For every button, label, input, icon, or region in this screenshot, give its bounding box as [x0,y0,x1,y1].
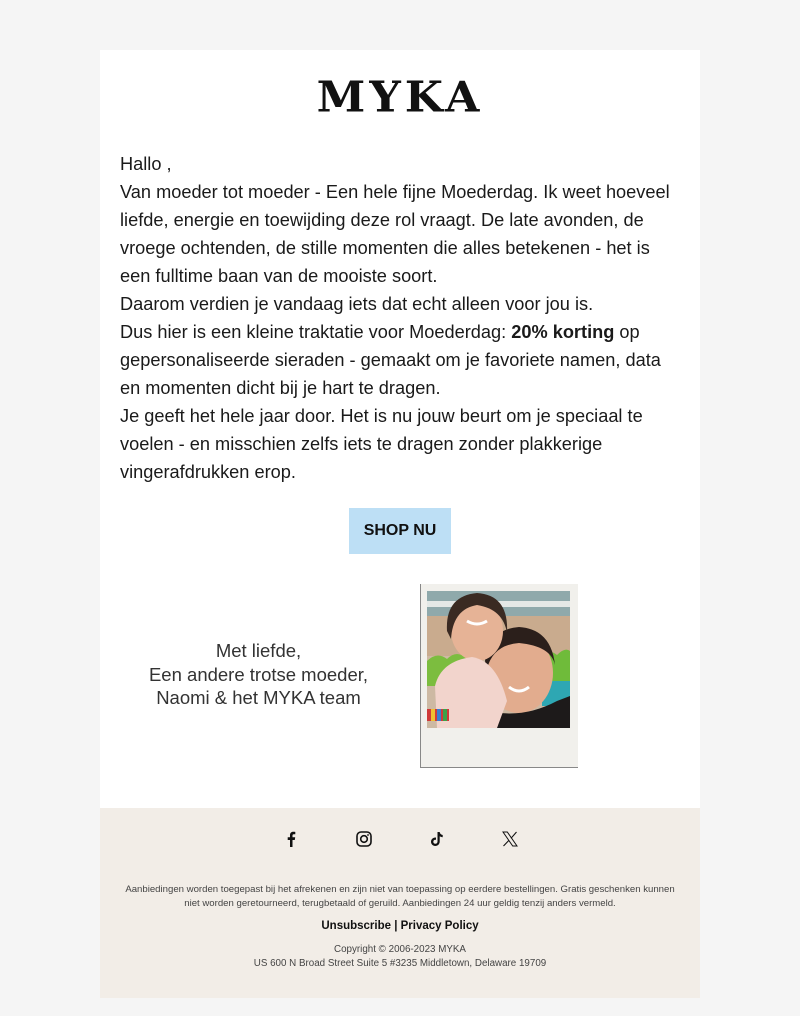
paragraph-offer [120,318,680,402]
offer-disclaimer: Aanbiedingen worden toegepast bij het afrekenen en zijn niet van toepassing op eerdere bestellingen. Gratis geschenken kunnen niet worden geretourneerd, terugbetaald of geruild. Aanbiedingen 24 uur geldig tenzij anders vermeld. [125,884,675,909]
instagram-icon[interactable] [355,830,373,848]
cta-container [100,508,700,554]
polaroid-frame [420,584,578,768]
email-body [100,150,700,486]
paragraph-intro: Van moeder tot moeder - Een hele fijne Moederdag. Ik weet hoeveel liefde, energie en toewijding deze rol vraagt. De late avonden, de vroege ochtenden, de stille momenten die alles betekenen - het is een fulltime baan van de mooiste soort. [120,182,670,286]
myka-logo[interactable]: MYKA [316,73,484,122]
x-icon[interactable] [501,830,519,848]
email-card [100,50,700,998]
unsubscribe-link[interactable]: Unsubscribe [321,920,392,932]
privacy-policy-link[interactable]: Privacy Policy [400,920,479,932]
footer-links [100,920,700,932]
social-links [100,830,700,848]
mother-daughter-photo [427,591,570,728]
link-separator: | [391,920,401,932]
signoff-line-3: Naomi & het MYKA team [156,687,361,708]
address: US 600 N Broad Street Suite 5 #3235 Middletown, Delaware 19709 [253,958,547,969]
footer [100,808,700,998]
company-info [100,943,700,971]
copyright: Copyright © 2006-2023 MYKA [334,944,466,955]
greeting: Hallo , [120,154,172,174]
offer-text-before: Dus hier is een kleine traktatie voor Moederdag: [120,322,512,342]
paragraph-deserve: Daarom verdien je vandaag iets dat echt alleen voor jou is. [120,294,594,314]
signoff-line-2: Een andere trotse moeder, [148,663,369,685]
tiktok-icon[interactable] [428,830,446,848]
signoff-line-1: Met liefde, [215,640,302,661]
shop-now-button[interactable]: SHOP NU [349,508,451,554]
offer-text-after: op gepersonaliseerde sieraden - gemaakt om je favoriete namen, data en momenten dicht bij je hart te dragen. [120,322,661,398]
signoff-row [100,584,700,808]
discount-highlight: 20% korting [511,322,615,342]
signoff [120,639,397,710]
paragraph-closing: Je geeft het hele jaar door. Het is nu jouw beurt om je speciaal te voelen - en misschien zelfs iets te dragen zonder plakkerige vingerafdrukken erop. [120,406,643,482]
header [100,50,700,150]
facebook-icon[interactable] [282,830,300,848]
